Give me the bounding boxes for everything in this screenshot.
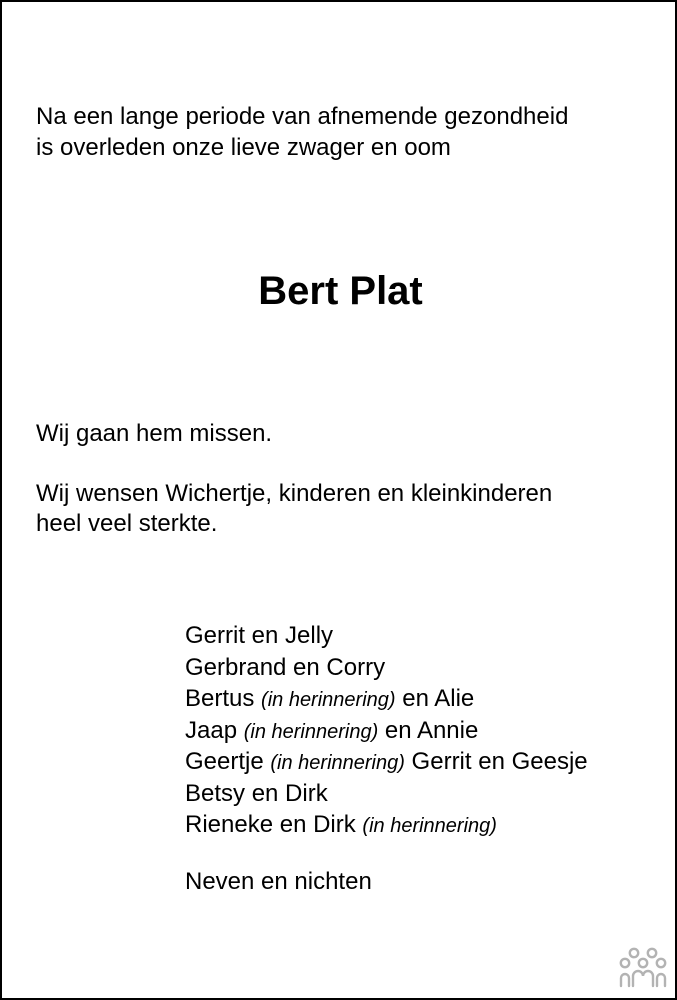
signer-names: Rieneke en Dirk [185, 811, 363, 838]
signer-line [185, 653, 588, 685]
signers-list [185, 621, 588, 842]
signer-line [185, 810, 588, 842]
signer-names-continued: en Alie [395, 685, 475, 712]
extra-signers: Neven en nichten [185, 868, 372, 895]
signer-names: Jaap [185, 716, 244, 744]
signer-memorial-note: (in herinnering) [243, 720, 379, 743]
signer-names-continued: en Annie [378, 716, 479, 744]
intro-text [36, 101, 568, 163]
people-group-icon [619, 946, 667, 988]
signer-names-continued: Gerrit en Geesje [404, 748, 588, 775]
deceased-name: Bert Plat [258, 269, 423, 313]
signer-names: Betsy en Dirk [185, 779, 328, 807]
message-condolence-line-1: Wij wensen Wichertje, kinderen en kleinkinderen [36, 480, 553, 507]
signer-memorial-note: (in herinnering) [362, 815, 497, 837]
message-missing-line: Wij gaan hem missen. [36, 420, 273, 447]
signer-names: Bertus [185, 685, 262, 712]
signer-line [185, 621, 588, 653]
signer-line [185, 747, 588, 779]
signer-line [185, 684, 588, 716]
intro-line-2: is overleden onze lieve zwager en oom [36, 134, 451, 161]
signer-line [185, 716, 588, 748]
signer-names: Gerrit en Jelly [185, 622, 334, 649]
signer-memorial-note: (in herinnering) [270, 752, 405, 774]
signer-line [185, 779, 588, 811]
message-missing [36, 419, 272, 449]
message-condolence [36, 479, 552, 539]
signer-names: Gerbrand en Corry [185, 653, 386, 681]
signer-names: Geertje [185, 748, 271, 775]
signer-memorial-note: (in herinnering) [261, 689, 396, 711]
intro-line-1: Na een lange periode van afnemende gezondheid [36, 103, 569, 130]
message-condolence-line-2: heel veel sterkte. [36, 510, 218, 537]
